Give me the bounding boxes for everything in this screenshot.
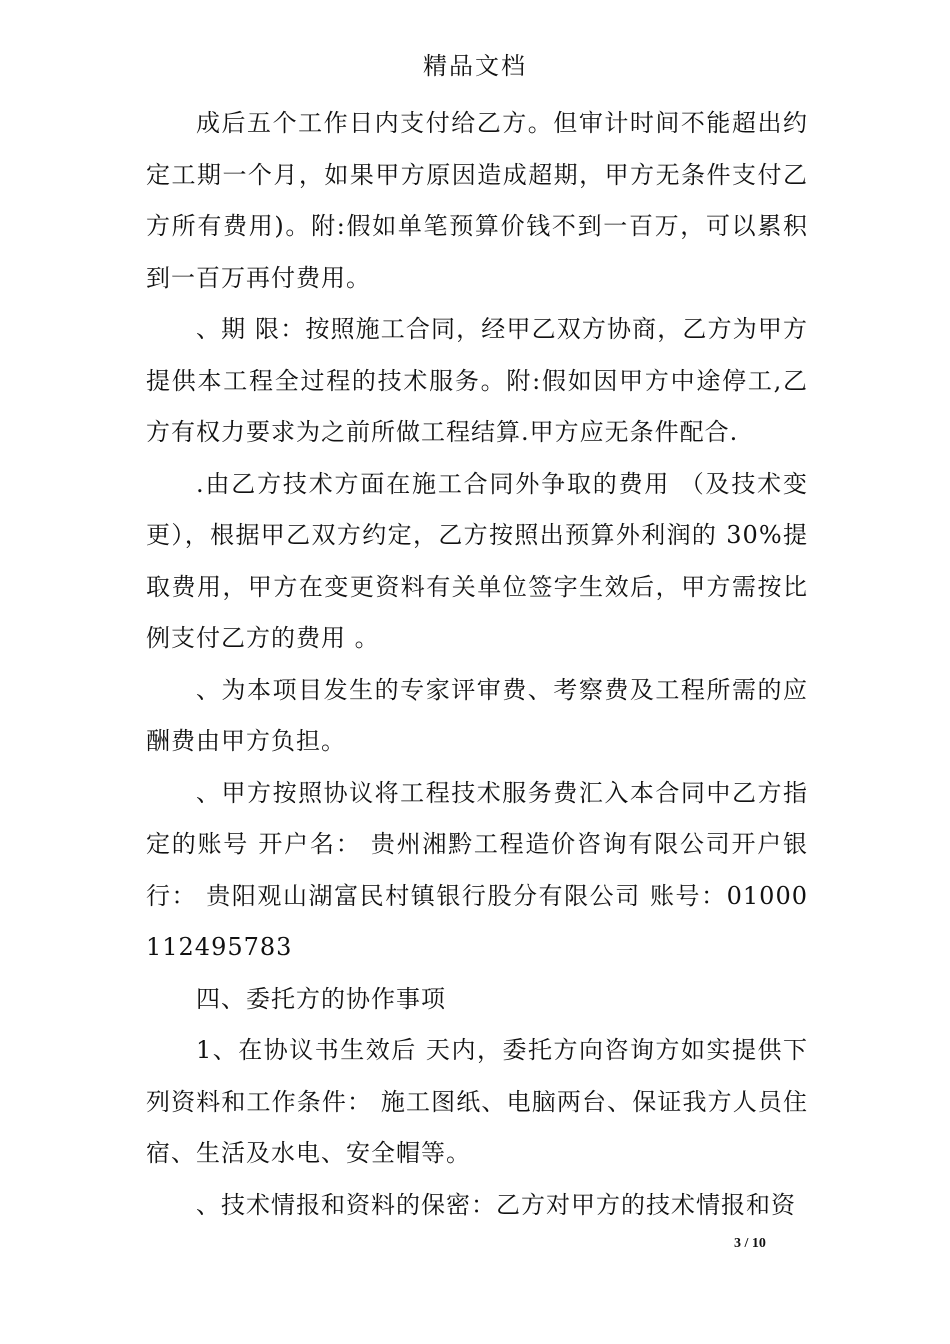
page-header-title: 精品文档 (423, 52, 527, 80)
paragraph-term-period: 、期 限：按照施工合同，经甲乙双方协商，乙方为甲方提供本工程全过程的技术服务。附:假如因甲方中途停工,乙方有权力要求为之前所做工程结算.甲方应无条件配合. (146, 315, 808, 446)
paragraph-payment-terms: 成后五个工作日内支付给乙方。但审计时间不能超出约定工期一个月，如果甲方原因造成超期，甲方无条件支付乙方所有费用)。附:假如单笔预算价钱不到一百万，可以累积到一百万再付费用。 (146, 109, 808, 292)
paragraph-bank-account: 、甲方按照协议将工程技术服务费汇入本合同中乙方指定的账号 开户名： 贵州湘黔工程造价咨询有限公司开户银行： 贵阳观山湖富民村镇银行股分有限公司 账号：01000112495783 (146, 778, 808, 961)
document-body (146, 98, 808, 1231)
paragraph-extra-fees: .由乙方技术方面在施工合同外争取的费用 （及技术变更），根据甲乙双方约定，乙方按照出预算外利润的 30%提取费用，甲方在变更资料有关单位签字生效后，甲方需按比例支付乙方的费用 。 (146, 469, 808, 652)
paragraph-confidentiality: 、技术情报和资料的保密：乙方对甲方的技术情报和资 (196, 1190, 796, 1219)
paragraph-materials-provided: 1、在协议书生效后 天内，委托方向咨询方如实提供下列资料和工作条件： 施工图纸、电脑两台、保证我方人员住宿、生活及水电、安全帽等。 (146, 1036, 808, 1167)
section-heading-client-cooperation: 四、委托方的协作事项 (196, 984, 446, 1013)
paragraph-expert-fees: 、为本项目发生的专家评审费、考察费及工程所需的应酬费由甲方负担。 (146, 675, 808, 755)
page-number: 3 / 10 (734, 1236, 766, 1251)
